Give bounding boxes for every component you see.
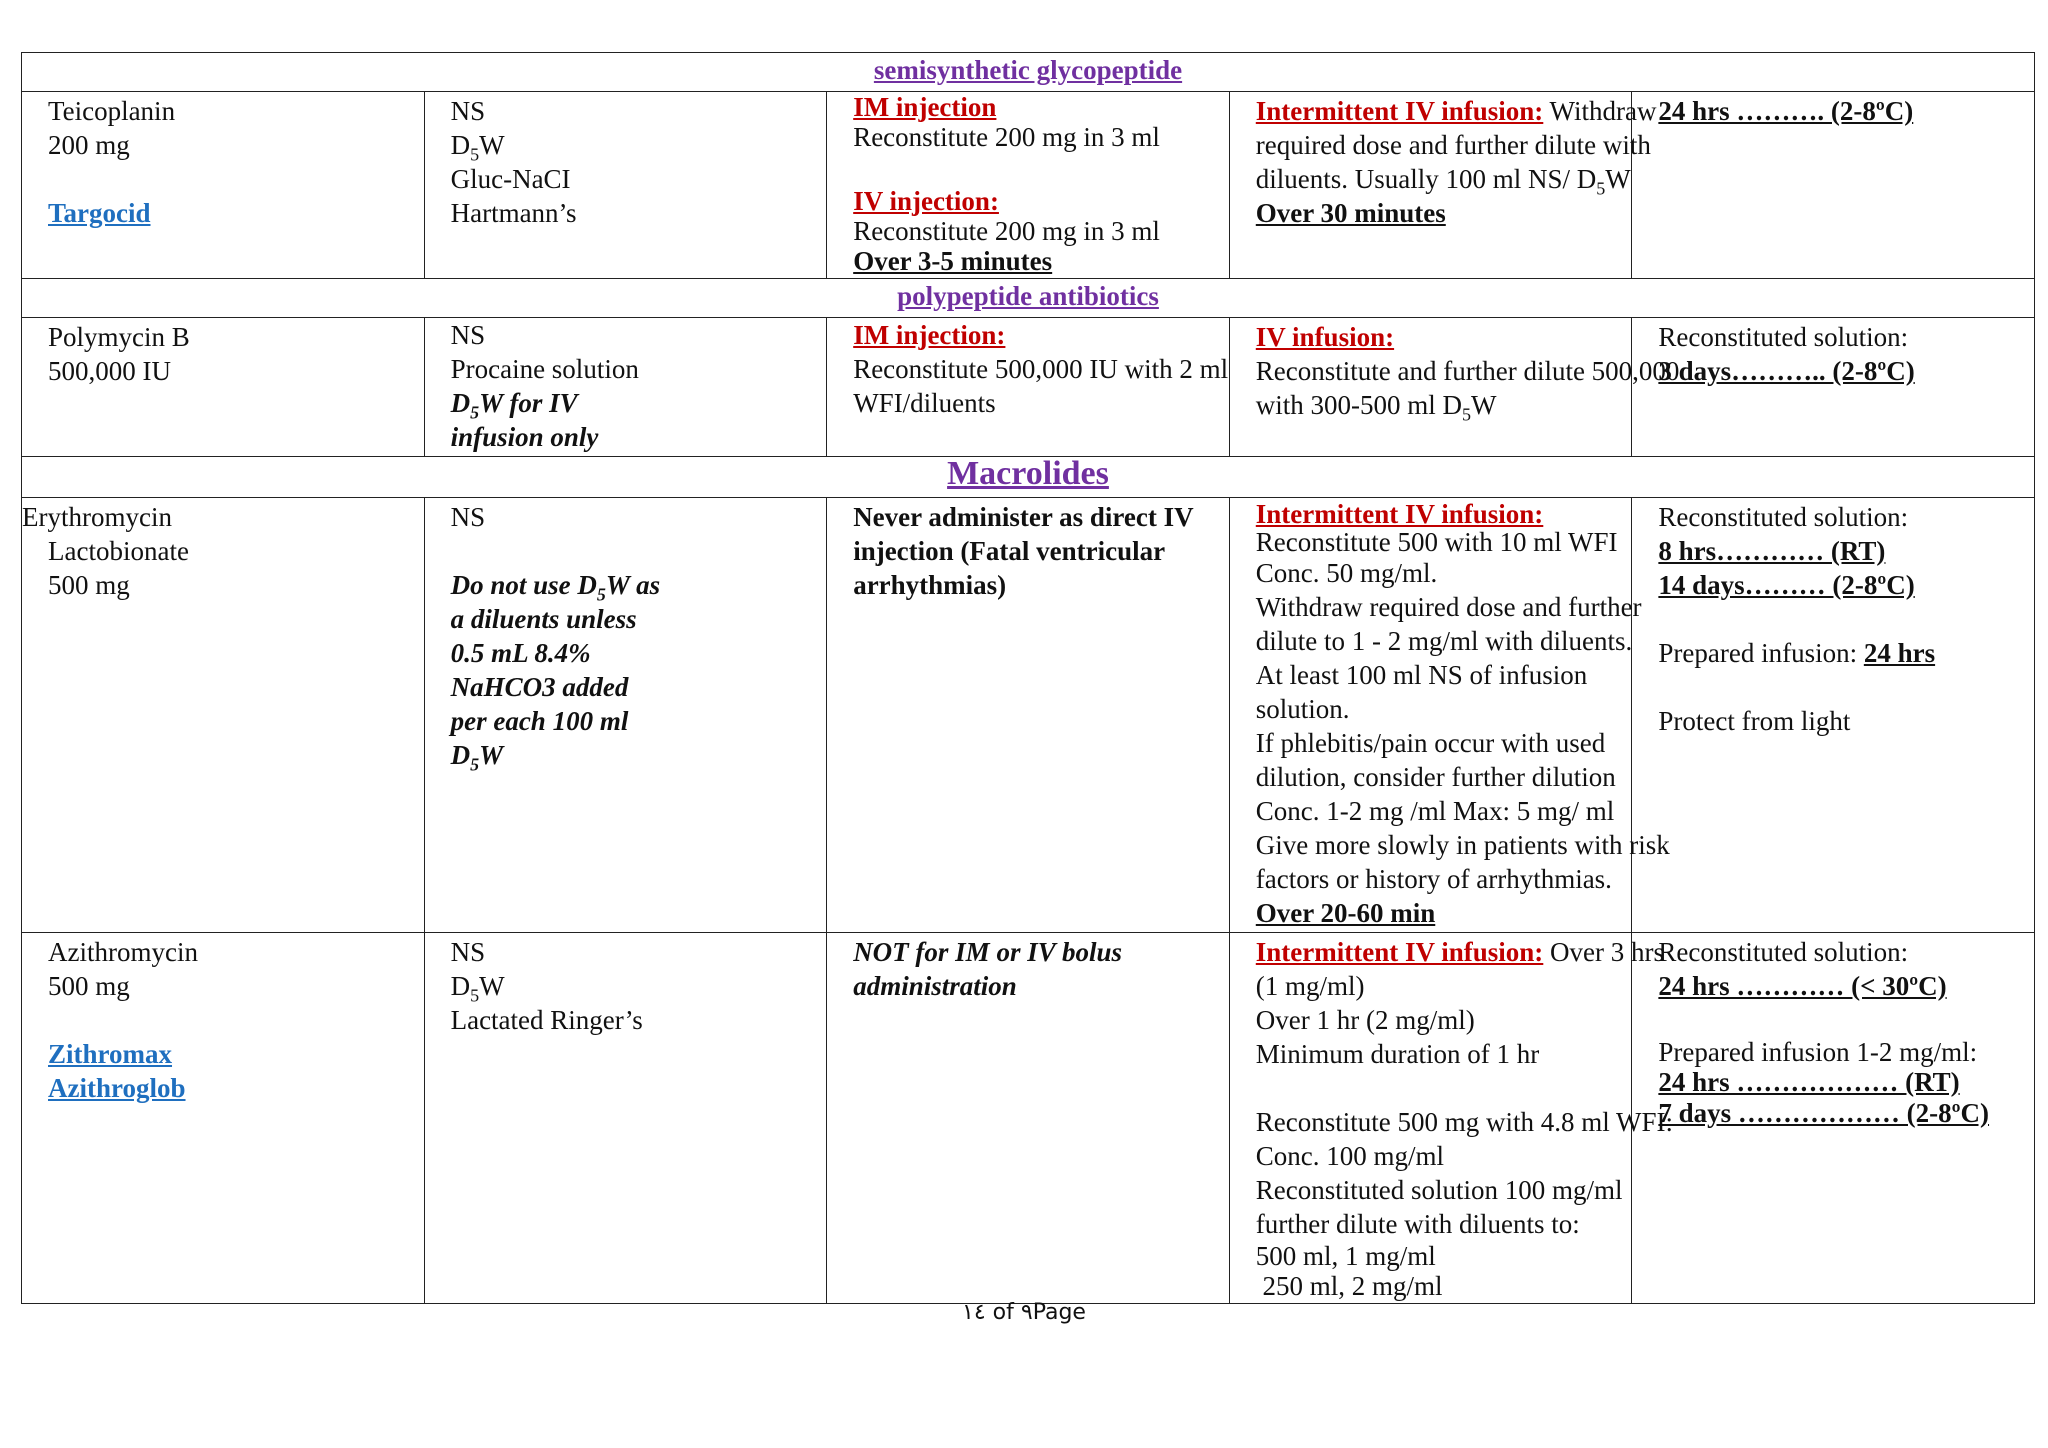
section-header (22, 457, 2035, 498)
section-title: semisynthetic glycopeptide (873, 55, 1183, 85)
stability-cell (1632, 933, 2035, 1304)
section-header (22, 53, 2035, 92)
infusion-cell (1229, 92, 1657, 279)
injection-warning: Never administer as direct IV (853, 502, 1194, 532)
infusion-line: required dose and further dilute with (1255, 130, 1651, 160)
infusion-line: Reconstitute 500 with 10 ml WFI (1255, 527, 1618, 557)
infusion-line: Reconstitute and further dilute 500,000 (1255, 356, 1680, 386)
infusion-line: Intermittent IV infusion: Over 3 hrs (1255, 937, 1665, 967)
drug-cell (22, 92, 425, 279)
infusion-cell (1229, 498, 1670, 933)
page-footer: ١٤ of ٩Page (962, 1300, 1086, 1325)
diluent: NS (450, 320, 486, 350)
injection-warning: arrhythmias) (853, 570, 1007, 600)
stability-note: Protect from light (1658, 706, 1851, 736)
injection-cell (827, 318, 1230, 457)
drug-name: Polymycin B (48, 322, 190, 352)
diluent-warning: Do not use $D_5W$ as (450, 570, 661, 605)
infusion-line: If phlebitis/pain occur with used (1255, 728, 1606, 758)
drug-dose: 500 mg (48, 971, 130, 1001)
diluent: NS (450, 502, 486, 532)
infusion-line: Minimum duration of 1 hr (1255, 1039, 1540, 1069)
diluent-note: infusion only (450, 422, 599, 452)
infusion-heading: Intermittent IV infusion: (1255, 499, 1544, 529)
infusion-line: Over 1 hr (2 mg/ml) (1255, 1005, 1475, 1035)
drug-name: Azithromycin (48, 937, 198, 967)
infusion-line: dilution, consider further dilution (1255, 762, 1616, 792)
stability-text: 7 days ……………… (2-8ºC) (1658, 1098, 1990, 1128)
drug-dose: 500 mg (48, 570, 130, 600)
diluent: NS (450, 96, 486, 126)
im-text: WFI/diluents (853, 388, 996, 418)
brand-link[interactable]: Azithroglob (48, 1073, 186, 1103)
iv-time: Over 3-5 minutes (853, 246, 1053, 276)
drug-dose: 500,000 IU (48, 356, 171, 386)
stability-text: 3 days……….. (2-8ºC) (1658, 356, 1915, 386)
infusion-line: 250 ml, 2 mg/ml (1255, 1271, 1443, 1301)
drug-cell (22, 498, 425, 933)
drug-name: Lactobionate (48, 536, 189, 566)
stability-text: 24 hrs ………… (< 30ºC) (1658, 971, 1947, 1001)
stability-cell (1632, 498, 2035, 933)
iv-heading: IV injection: (853, 186, 999, 216)
infusion-line: Conc. 1-2 mg /ml Max: 5 mg/ ml (1255, 796, 1615, 826)
infusion-time: Over 20-60 min (1255, 898, 1436, 928)
section-row (22, 457, 2035, 498)
stability-text: 24 hrs ……………… (RT) (1658, 1067, 1960, 1097)
infusion-line: Intermittent IV infusion: Withdraw (1255, 96, 1657, 126)
stability-label: Prepared infusion 1-2 mg/ml: (1658, 1037, 1978, 1067)
infusion-line: further dilute with diluents to: (1255, 1209, 1580, 1239)
stability-text: 24 hrs ………. (2-8ºC) (1658, 96, 1914, 126)
diluent-cell (424, 318, 827, 457)
diluent-warning: a diluents unless (450, 604, 637, 634)
infusion-line: Reconstituted solution 100 mg/ml (1255, 1175, 1623, 1205)
diluent: Procaine solution (450, 354, 639, 384)
diluent: Gluc-NaCI (450, 164, 571, 194)
infusion-cell (1229, 933, 1674, 1304)
brand-link[interactable]: Targocid (48, 198, 151, 228)
infusion-line: Withdraw required dose and further (1255, 592, 1642, 622)
injection-cell (827, 933, 1230, 1304)
injection-warning: NOT for IM or IV bolus (853, 937, 1123, 967)
injection-cell (827, 92, 1230, 279)
section-row (22, 53, 2035, 92)
diluent-warning: $D_5W$ (450, 740, 504, 775)
drug-dose: 200 mg (48, 130, 130, 160)
diluent-warning: NaHCO3 added (450, 672, 629, 702)
stability-text: Prepared infusion: 24 hrs (1658, 638, 1936, 668)
drug-name: Teicoplanin (48, 96, 176, 126)
stability-cell (1632, 318, 2035, 457)
section-title: Macrolides (947, 455, 1109, 492)
drug-cell (22, 933, 425, 1304)
diluent: $D_5W$ (450, 130, 505, 165)
table-row (22, 498, 2035, 933)
table-row (22, 92, 2035, 279)
section-header (22, 279, 2035, 318)
infusion-cell (1229, 318, 1680, 457)
diluent: $D_5W$ (450, 971, 505, 1006)
diluent-warning: per each 100 ml (450, 706, 629, 736)
infusion-line: At least 100 ml NS of infusion (1255, 660, 1588, 690)
infusion-line: solution. (1255, 694, 1350, 724)
infusion-line: Conc. 100 mg/ml (1255, 1141, 1445, 1171)
diluent: NS (450, 937, 486, 967)
infusion-line: factors or history of arrhythmias. (1255, 864, 1612, 894)
section-title: polypeptide antibiotics (897, 281, 1159, 311)
injection-warning: administration (853, 971, 1017, 1001)
drug-table (21, 52, 2035, 1304)
stability-label: Reconstituted solution: (1658, 322, 1909, 352)
im-text: Reconstitute 500,000 IU with 2 ml (853, 354, 1229, 384)
diluent-cell (424, 92, 827, 279)
stability-label: Reconstituted solution: (1658, 502, 1909, 532)
diluent-warning: 0.5 mL 8.4% (450, 638, 591, 668)
section-row (22, 279, 2035, 318)
drug-name: Erythromycin (22, 502, 172, 532)
diluent-note: $D_5W$ for IV (450, 388, 578, 423)
stability-text: 14 days……… (2-8ºC) (1658, 570, 1915, 600)
stability-cell (1632, 92, 2035, 279)
infusion-line: dilute to 1 - 2 mg/ml with diluents. (1255, 626, 1633, 656)
drug-cell (22, 318, 425, 457)
infusion-line: (1 mg/ml) (1255, 971, 1365, 1001)
im-heading: IM injection: (853, 320, 1006, 350)
infusion-line: with 300-500 ml $D_5W$ (1255, 390, 1497, 425)
stability-label: Reconstituted solution: (1658, 937, 1909, 967)
infusion-line: diluents. Usually 100 ml NS/ $D_5W$ (1255, 164, 1631, 199)
diluent: Lactated Ringer’s (450, 1005, 643, 1035)
diluent-cell (424, 498, 827, 933)
diluent: Hartmann’s (450, 198, 577, 228)
infusion-heading: IV infusion: (1255, 322, 1395, 352)
infusion-line: Conc. 50 mg/ml. (1255, 558, 1438, 588)
table-row (22, 318, 2035, 457)
table-row (22, 933, 2035, 1304)
infusion-line: 500 ml, 1 mg/ml (1255, 1241, 1436, 1271)
diluent-cell (424, 933, 827, 1304)
im-heading: IM injection (853, 92, 997, 122)
im-text: Reconstitute 200 mg in 3 ml (853, 122, 1160, 152)
infusion-line: Give more slowly in patients with risk (1255, 830, 1670, 860)
injection-cell (827, 498, 1230, 933)
brand-link[interactable]: Zithromax (48, 1039, 173, 1069)
infusion-time: Over 30 minutes (1255, 198, 1446, 228)
stability-text: 8 hrs………… (RT) (1658, 536, 1886, 566)
iv-text: Reconstitute 200 mg in 3 ml (853, 216, 1160, 246)
infusion-line: Reconstitute 500 mg with 4.8 ml WFI: (1255, 1107, 1674, 1137)
injection-warning: injection (Fatal ventricular (853, 536, 1166, 566)
